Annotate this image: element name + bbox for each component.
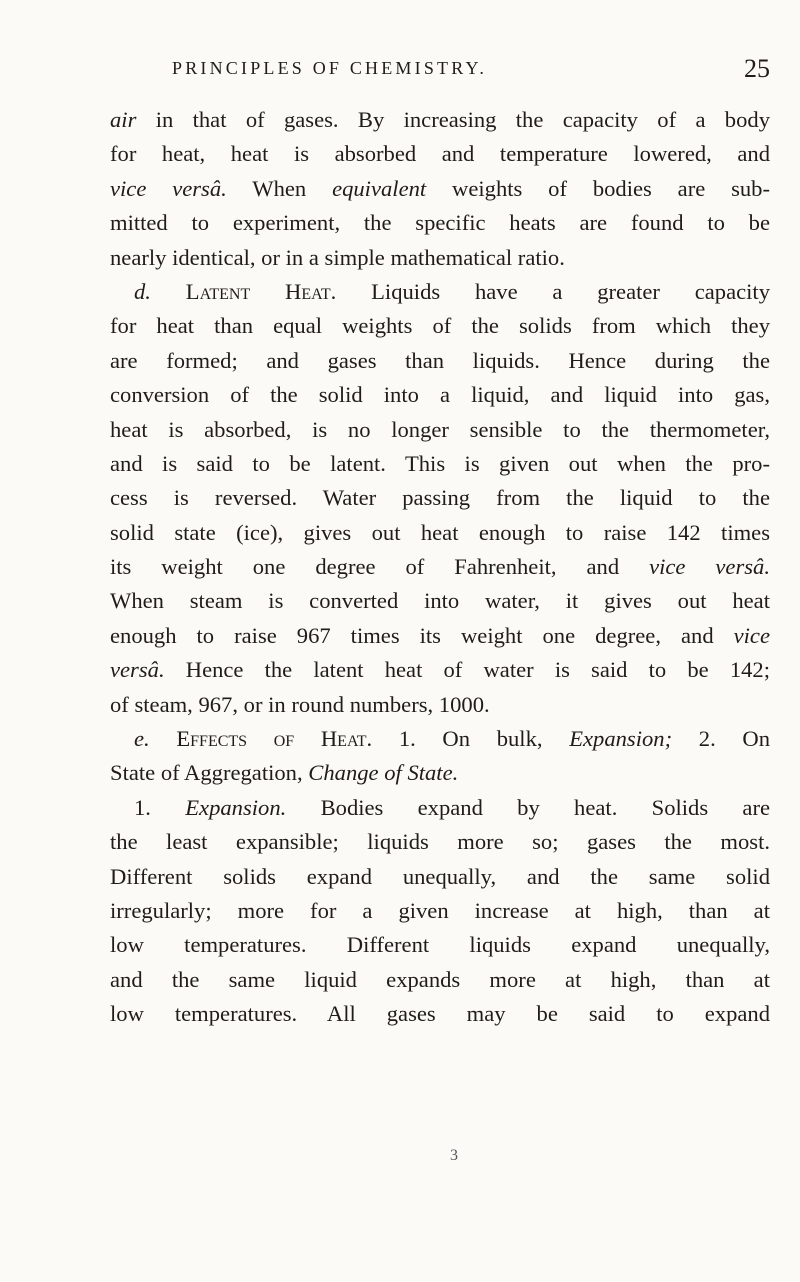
signature-mark: 3 [450,1147,458,1164]
section-title: Effects of Heat. [176,726,373,752]
running-head: PRINCIPLES OF CHEMISTRY. [172,58,488,78]
page-number: 25 [744,54,770,83]
text-line: for heat than equal weights of the solids from which they [110,313,770,339]
section-letter: e. [134,726,150,752]
subsection-line: 1. Expansion. Bodies expand by heat. Solids are [134,794,770,820]
text-line: air in that of gases. By increasing the capacity of a body [110,107,770,132]
text-line: low temperatures. All gases may be said to expand [110,1001,770,1027]
italic-term: vice versâ. [649,554,770,580]
italic-term: vice versâ. [110,175,227,201]
text-line: low temperatures. Different liquids expand unequally, [110,932,770,958]
text-line: When steam is converted into water, it gives out heat [110,588,770,614]
text-line: are formed; and gases than liquids. Hence during the [110,347,770,373]
text-line: for heat, heat is absorbed and temperature lowered, and [110,141,770,167]
text-line: vice versâ. When equivalent weights of bodies are sub- [110,175,770,201]
text-line: versâ. Hence the latent heat of water is said to be 142; [110,657,770,683]
subsection-title: Expansion. [185,794,287,820]
text-line: and is said to be latent. This is given out when the pro- [110,450,770,476]
italic-term: equivalent [332,175,427,201]
text-line: heat is absorbed, is no longer sensible to the thermometer, [110,416,770,442]
text-line: nearly identical, or in a simple mathematical ratio. [110,244,565,270]
italic-term: Expansion; [569,726,673,752]
text-line: and the same liquid expands more at high, than at [110,966,770,992]
text-line: Different solids expand unequally, and the same solid [110,863,770,889]
text-line: irregularly; more for a given increase at high, than at [110,897,770,923]
text-line: cess is reversed. Water passing from the liquid to the [110,485,770,511]
text-line: of steam, 967, or in round numbers, 1000. [110,691,490,717]
italic-term: versâ. [110,657,165,683]
page-header [110,54,770,94]
text-line: conversion of the solid into a liquid, and liquid into gas, [110,382,770,408]
italic-term: Change of State. [308,760,459,786]
section-heading-line: e. Effects of Heat. 1. On bulk, Expansion; 2. On [134,726,770,752]
text-line: its weight one degree of Fahrenheit, and vice versâ. [110,554,770,580]
text-line: the least expansible; liquids more so; gases the most. [110,829,770,855]
text-line: mitted to experiment, the specific heats are found to be [110,210,770,236]
section-letter: d. [134,278,151,304]
section-title: Latent Heat. [185,278,337,304]
body-text [110,103,770,1032]
text-line: solid state (ice), gives out heat enough to raise 142 times [110,519,770,545]
section-heading-line: d. Latent Heat. Liquids have a greater capacity [134,278,770,304]
italic-term: air [110,107,137,132]
italic-term: vice [733,622,770,648]
text-line: enough to raise 967 times its weight one degree, and vice [110,622,770,648]
text-line: State of Aggregation, Change of State. [110,760,459,786]
